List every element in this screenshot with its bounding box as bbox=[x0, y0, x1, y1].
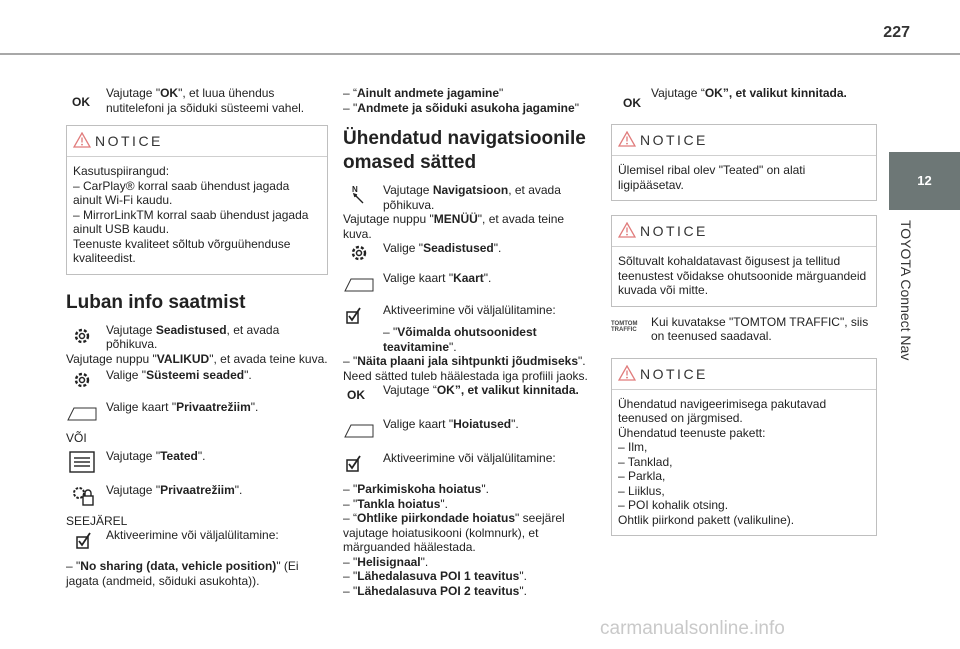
warning-icon bbox=[618, 222, 636, 238]
then-text: SEEJÄREL bbox=[66, 513, 128, 528]
notice-title: NOTICE bbox=[640, 132, 708, 148]
settings-icon bbox=[66, 368, 98, 394]
notice-text: Teenuste kvaliteet sõltub võrguühenduse kvaliteedist. bbox=[73, 236, 291, 265]
checkbox-icon bbox=[343, 451, 375, 477]
chapter-tab: 12 bbox=[889, 152, 960, 210]
gear-icon bbox=[343, 241, 375, 267]
step-text: – "No sharing (data, vehicle position)" (Ei jagata (andmeid, sõiduki asukohta)). bbox=[66, 559, 299, 588]
warning-icon bbox=[73, 132, 91, 148]
step: Aktiveerimine või väljalülitamine: bbox=[66, 528, 328, 550]
notice-title: NOTICE bbox=[640, 223, 708, 239]
list-item: – "Tankla hoiatus". bbox=[343, 496, 449, 511]
ok-icon: OK bbox=[623, 96, 641, 110]
ok-step: OK Vajutage "OK", et luua ühendus nutitelefoni ja sõiduki süsteemi vahel. bbox=[66, 86, 328, 115]
notice-text: Ohtlik piirkond pakett (valikuline). bbox=[618, 512, 795, 527]
notice-text: Ülemisel ribal olev "Teated" on alati ligipääsetav. bbox=[618, 163, 806, 192]
or-text: VÕI bbox=[66, 431, 87, 445]
notice-text: – Liiklus, bbox=[618, 483, 665, 498]
notice-text: Ühendatud teenuste pakett: bbox=[618, 425, 766, 440]
notice-text: Kasutuspiirangud: bbox=[73, 164, 170, 178]
notice-text: Ühendatud navigeerimisega pakutavad teenused on järgmised. bbox=[618, 396, 827, 425]
tab-icon bbox=[343, 417, 375, 443]
step: Vajutage Seadistused, et avada põhikuva. bbox=[66, 323, 328, 352]
chapter-label: TOYOTA Connect Nav bbox=[898, 220, 914, 361]
notice-title: NOTICE bbox=[640, 365, 708, 382]
section-heading: Luban info saatmist bbox=[66, 291, 246, 313]
notice-text: – Parkla, bbox=[618, 469, 666, 483]
warning-icon bbox=[618, 131, 636, 147]
header-divider bbox=[0, 53, 960, 55]
list-item: – "Võimalda ohutsoonidest teavitamine". bbox=[383, 325, 537, 354]
messages-icon bbox=[66, 449, 98, 475]
column-3 bbox=[611, 86, 877, 544]
ok-icon: OK bbox=[347, 388, 365, 402]
step: Valige kaart "Hoiatused". bbox=[343, 417, 593, 439]
step-text: Need sätted tuleb häälestada iga profiili jaoks. bbox=[343, 368, 588, 383]
step: Vajutage "Privaatrežiim". bbox=[66, 483, 328, 505]
ok-step: OK Vajutage “OK”, et valikut kinnitada. bbox=[611, 86, 877, 114]
notice-title: NOTICE bbox=[95, 133, 163, 149]
checkbox-icon bbox=[66, 528, 98, 554]
svg-text:N: N bbox=[352, 185, 358, 194]
notice-box bbox=[611, 358, 877, 537]
column-1 bbox=[66, 86, 328, 588]
ok-icon: OK bbox=[72, 95, 90, 109]
list-item: – "Näita plaani jala sihtpunkti jõudmiseks". bbox=[343, 354, 586, 368]
list-item: – “Ohtlike piirkondade hoiatus" seejärel vajutage hoiatusikooni (kolmnurk), et märguanded häälestada. bbox=[343, 511, 565, 554]
notice-box bbox=[66, 125, 328, 275]
step-text: Vajutage nuppu "MENÜÜ", et avada teine kuva. bbox=[343, 212, 565, 241]
gear-icon bbox=[66, 323, 98, 349]
step: Aktiveerimine või väljalülitamine: bbox=[343, 303, 593, 325]
tomtom-step: TOMTOM TRAFFIC Kui kuvatakse "TOMTOM TRAFFIC", siis on teenused saadaval. bbox=[611, 315, 877, 344]
step-text: Vajutage nuppu "VALIKUD", et avada teine kuva. bbox=[66, 351, 328, 366]
notice-box bbox=[611, 215, 877, 307]
tab-icon bbox=[343, 271, 375, 297]
column-2 bbox=[343, 86, 593, 598]
step: Vajutage "Teated". bbox=[66, 449, 328, 471]
section-heading: Ühendatud navigatsioonile omased sätted bbox=[343, 128, 586, 173]
warning-icon bbox=[618, 365, 636, 381]
list-item: – “Ainult andmete jagamine" bbox=[343, 86, 504, 100]
step: N Vajutage Navigatsioon, et avada põhikuva. bbox=[343, 183, 593, 212]
tab-icon bbox=[66, 400, 98, 426]
notice-box bbox=[611, 124, 877, 201]
step: Aktiveerimine või väljalülitamine: bbox=[343, 451, 593, 473]
watermark: carmanualsonline.info bbox=[600, 618, 785, 639]
checkbox-icon bbox=[343, 303, 375, 329]
list-item: – "Parkimiskoha hoiatus". bbox=[343, 482, 489, 496]
list-item: – "Andmete ja sõiduki asukoha jagamine" bbox=[343, 100, 579, 115]
step: Valige kaart "Privaatrežiim". bbox=[66, 400, 328, 422]
privacy-icon bbox=[66, 483, 98, 509]
notice-text: – CarPlay® korral saab ühendust jagada ainult Wi-Fi kaudu. bbox=[73, 178, 290, 207]
step: Valige "Süsteemi seaded". bbox=[66, 368, 328, 390]
step: OK Vajutage “OK”, et valikut kinnitada. bbox=[343, 383, 593, 405]
notice-text: – Tanklad, bbox=[618, 454, 673, 469]
navigation-icon bbox=[343, 183, 375, 209]
notice-text: – MirrorLinkTM korral saab ühendust jagada ainult USB kaudu. bbox=[73, 207, 309, 236]
step: Valige "Seadistused". bbox=[343, 241, 593, 263]
step: Valige kaart "Kaart". bbox=[343, 271, 593, 293]
list-item: – "Lähedalasuva POI 1 teavitus". bbox=[343, 569, 527, 583]
list-item: – "Helisignaal". bbox=[343, 554, 429, 569]
tomtom-traffic-icon: TOMTOM TRAFFIC bbox=[611, 320, 638, 333]
notice-text: – POI kohalik otsing. bbox=[618, 498, 729, 512]
list-item: – "Lähedalasuva POI 2 teavitus". bbox=[343, 583, 527, 598]
notice-text: – Ilm, bbox=[618, 440, 648, 454]
notice-text: Sõltuvalt kohaldatavast õigusest ja tellitud teenustest võidakse ohutsoonide märguandeid kuvada või mitte. bbox=[618, 254, 867, 297]
page-number: 227 bbox=[883, 24, 910, 41]
